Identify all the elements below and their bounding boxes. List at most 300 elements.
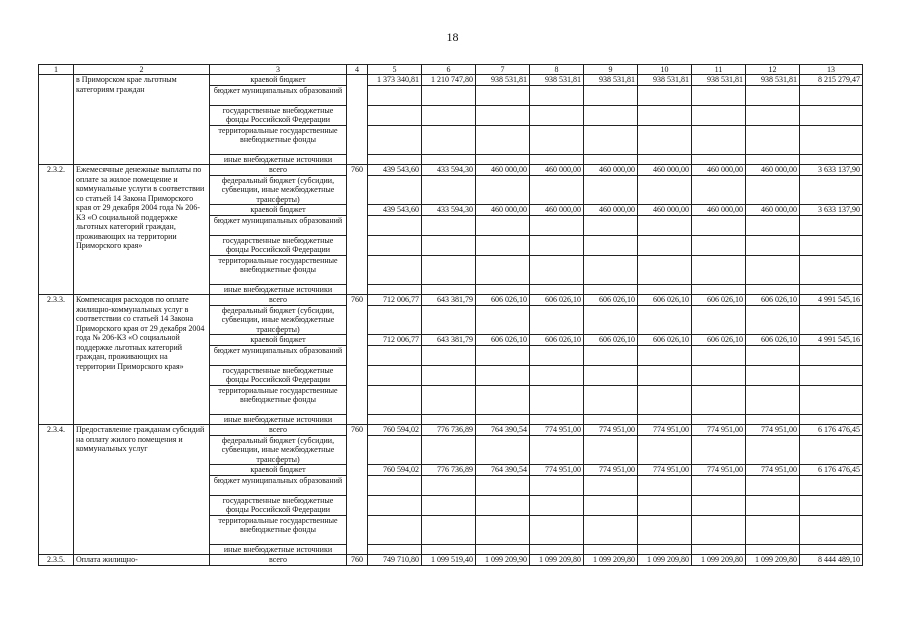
funding-source: территориальные государственные внебюджетные фонды (210, 385, 347, 414)
year-value (638, 345, 692, 365)
year-value (476, 515, 530, 544)
funding-source: краевой бюджет (210, 75, 347, 86)
year-value: 712 006,77 (368, 295, 422, 306)
funding-source: всего (210, 165, 347, 176)
year-value (530, 125, 584, 154)
year-value (584, 154, 638, 165)
total-value (800, 255, 863, 284)
funding-source: территориальные государственные внебюджетные фонды (210, 515, 347, 544)
year-value (692, 495, 746, 515)
year-value (638, 365, 692, 385)
total-value (800, 385, 863, 414)
item-name: Ежемесячные денежные выплаты по оплате за жилое помещение и коммунальные услуги в соответствии со статьей 14 Закона Приморского края от 29 декабря 2004 года № 206-КЗ «О социальной поддержке льготных категорий граждан, проживающих на территории Приморского края» (74, 165, 210, 295)
funding-source: бюджет муниципальных образований (210, 85, 347, 105)
year-value: 606 026,10 (584, 335, 638, 346)
year-value: 460 000,00 (746, 165, 800, 176)
year-value (638, 154, 692, 165)
year-value (638, 284, 692, 295)
funding-source: всего (210, 295, 347, 306)
year-value (584, 305, 638, 335)
table-row (39, 295, 863, 306)
year-value: 774 951,00 (530, 425, 584, 436)
year-value (692, 255, 746, 284)
year-value (530, 235, 584, 255)
year-value (476, 475, 530, 495)
year-value (476, 255, 530, 284)
year-value: 460 000,00 (746, 205, 800, 216)
year-value: 1 099 209,80 (692, 555, 746, 566)
total-value (800, 105, 863, 125)
year-value (638, 475, 692, 495)
year-value (476, 85, 530, 105)
year-value (692, 85, 746, 105)
year-value (422, 305, 476, 335)
year-value: 760 594,02 (368, 465, 422, 476)
year-value (584, 365, 638, 385)
year-value: 938 531,81 (476, 75, 530, 86)
year-value: 1 099 519,40 (422, 555, 476, 566)
year-value (638, 125, 692, 154)
year-value: 1 099 209,80 (584, 555, 638, 566)
year-value (638, 544, 692, 555)
year-value: 606 026,10 (530, 295, 584, 306)
table-body (39, 75, 863, 566)
year-value (746, 385, 800, 414)
year-value (368, 544, 422, 555)
year-value (692, 544, 746, 555)
year-value: 938 531,81 (746, 75, 800, 86)
year-value: 460 000,00 (584, 165, 638, 176)
year-value: 764 390,54 (476, 465, 530, 476)
admin-code: 760 (347, 555, 368, 566)
total-value: 3 633 137,90 (800, 165, 863, 176)
funding-source: всего (210, 425, 347, 436)
year-value (746, 435, 800, 465)
funding-source: государственные внебюджетные фонды Российской Федерации (210, 365, 347, 385)
year-value (530, 385, 584, 414)
year-value: 1 099 209,80 (530, 555, 584, 566)
year-value (476, 544, 530, 555)
year-value (530, 175, 584, 205)
year-value (692, 345, 746, 365)
item-name: в Приморском крае льготным категориям граждан (74, 75, 210, 165)
year-value (422, 284, 476, 295)
year-value (422, 515, 476, 544)
year-value: 774 951,00 (584, 425, 638, 436)
funding-source: иные внебюджетные источники (210, 544, 347, 555)
year-value (746, 515, 800, 544)
year-value (584, 284, 638, 295)
year-value (530, 515, 584, 544)
year-value (368, 385, 422, 414)
year-value (368, 85, 422, 105)
year-value (368, 515, 422, 544)
year-value (476, 365, 530, 385)
year-value (368, 475, 422, 495)
item-number: 2.3.4. (39, 425, 74, 555)
column-header: 5 (368, 65, 422, 75)
year-value (368, 495, 422, 515)
funding-source: федеральный бюджет (субсидии, субвенции, иные межбюджетные трансферты) (210, 305, 347, 335)
year-value (530, 154, 584, 165)
year-value (422, 495, 476, 515)
year-value (638, 235, 692, 255)
year-value: 460 000,00 (530, 205, 584, 216)
year-value (692, 305, 746, 335)
year-value: 460 000,00 (638, 205, 692, 216)
item-number: 2.3.2. (39, 165, 74, 295)
year-value (584, 105, 638, 125)
total-value (800, 154, 863, 165)
year-value (746, 105, 800, 125)
total-value: 6 176 476,45 (800, 425, 863, 436)
table-row (39, 425, 863, 436)
year-value (746, 235, 800, 255)
year-value: 460 000,00 (692, 205, 746, 216)
total-value (800, 345, 863, 365)
year-value (692, 435, 746, 465)
year-value (746, 175, 800, 205)
funding-source: краевой бюджет (210, 335, 347, 346)
year-value (746, 475, 800, 495)
year-value (422, 385, 476, 414)
year-value: 433 594,30 (422, 165, 476, 176)
year-value: 439 543,60 (368, 165, 422, 176)
year-value: 1 210 747,80 (422, 75, 476, 86)
year-value (584, 175, 638, 205)
total-value: 3 633 137,90 (800, 205, 863, 216)
year-value: 1 373 340,81 (368, 75, 422, 86)
year-value (746, 215, 800, 235)
total-value (800, 215, 863, 235)
total-value (800, 235, 863, 255)
year-value: 460 000,00 (476, 205, 530, 216)
year-value (746, 154, 800, 165)
column-header: 11 (692, 65, 746, 75)
year-value: 433 594,30 (422, 205, 476, 216)
year-value (422, 345, 476, 365)
funding-source: бюджет муниципальных образований (210, 475, 347, 495)
year-value (422, 475, 476, 495)
funding-source: иные внебюджетные источники (210, 414, 347, 425)
year-value (368, 345, 422, 365)
year-value (530, 215, 584, 235)
year-value (584, 255, 638, 284)
column-header: 8 (530, 65, 584, 75)
year-value: 774 951,00 (530, 465, 584, 476)
year-value (476, 305, 530, 335)
year-value: 460 000,00 (530, 165, 584, 176)
year-value (530, 85, 584, 105)
funding-source: краевой бюджет (210, 205, 347, 216)
year-value (638, 255, 692, 284)
year-value: 460 000,00 (476, 165, 530, 176)
admin-code: 760 (347, 165, 368, 295)
funding-source: территориальные государственные внебюджетные фонды (210, 255, 347, 284)
total-value (800, 544, 863, 555)
year-value (638, 215, 692, 235)
year-value (692, 365, 746, 385)
year-value: 1 099 209,80 (746, 555, 800, 566)
year-value (584, 85, 638, 105)
funding-source: государственные внебюджетные фонды Российской Федерации (210, 235, 347, 255)
year-value (692, 175, 746, 205)
year-value (692, 475, 746, 495)
column-header: 6 (422, 65, 476, 75)
total-value (800, 365, 863, 385)
year-value (638, 175, 692, 205)
year-value (422, 544, 476, 555)
year-value: 460 000,00 (638, 165, 692, 176)
total-value: 8 444 489,10 (800, 555, 863, 566)
year-value (746, 255, 800, 284)
year-value (584, 475, 638, 495)
year-value (584, 215, 638, 235)
column-header: 7 (476, 65, 530, 75)
column-header: 3 (210, 65, 347, 75)
year-value (746, 284, 800, 295)
funding-source: государственные внебюджетные фонды Российской Федерации (210, 105, 347, 125)
year-value (746, 495, 800, 515)
total-value: 6 176 476,45 (800, 465, 863, 476)
item-name: Оплата жилищно- (74, 555, 210, 566)
year-value (746, 305, 800, 335)
total-value (800, 475, 863, 495)
year-value (746, 414, 800, 425)
year-value: 439 543,60 (368, 205, 422, 216)
year-value (746, 85, 800, 105)
year-value (368, 215, 422, 235)
year-value (584, 435, 638, 465)
year-value (638, 435, 692, 465)
funding-source: бюджет муниципальных образований (210, 345, 347, 365)
total-value: 8 215 279,47 (800, 75, 863, 86)
year-value (692, 125, 746, 154)
funding-source: иные внебюджетные источники (210, 154, 347, 165)
year-value: 774 951,00 (638, 425, 692, 436)
year-value: 749 710,80 (368, 555, 422, 566)
total-value (800, 175, 863, 205)
year-value: 606 026,10 (638, 295, 692, 306)
funding-source: бюджет муниципальных образований (210, 215, 347, 235)
admin-code (347, 75, 368, 165)
year-value (584, 235, 638, 255)
year-value (476, 235, 530, 255)
total-value: 4 991 545,16 (800, 295, 863, 306)
year-value: 776 736,89 (422, 465, 476, 476)
year-value: 606 026,10 (476, 335, 530, 346)
total-value (800, 125, 863, 154)
year-value (476, 154, 530, 165)
year-value (692, 414, 746, 425)
column-header: 10 (638, 65, 692, 75)
total-value (800, 305, 863, 335)
funding-source: всего (210, 555, 347, 566)
total-value (800, 85, 863, 105)
year-value (422, 235, 476, 255)
year-value (368, 235, 422, 255)
item-number: 2.3.5. (39, 555, 74, 566)
year-value (368, 284, 422, 295)
year-value (530, 305, 584, 335)
year-value: 460 000,00 (692, 165, 746, 176)
item-name: Предоставление гражданам субсидий на оплату жилого помещения и коммунальных услуг (74, 425, 210, 555)
year-value (692, 515, 746, 544)
year-value: 1 099 209,90 (476, 555, 530, 566)
year-value (638, 385, 692, 414)
year-value (422, 175, 476, 205)
year-value (368, 175, 422, 205)
year-value (422, 255, 476, 284)
total-value (800, 495, 863, 515)
column-header: 9 (584, 65, 638, 75)
year-value (746, 125, 800, 154)
year-value (422, 365, 476, 385)
total-value (800, 435, 863, 465)
table-header (39, 65, 863, 75)
year-value (692, 105, 746, 125)
year-value (422, 414, 476, 425)
year-value (530, 544, 584, 555)
year-value (476, 105, 530, 125)
year-value (530, 435, 584, 465)
funding-source: краевой бюджет (210, 465, 347, 476)
year-value: 643 381,79 (422, 295, 476, 306)
year-value (422, 215, 476, 235)
year-value (584, 125, 638, 154)
year-value: 774 951,00 (584, 465, 638, 476)
year-value (530, 414, 584, 425)
year-value (476, 284, 530, 295)
total-value (800, 414, 863, 425)
year-value: 938 531,81 (638, 75, 692, 86)
year-value (584, 414, 638, 425)
year-value (530, 284, 584, 295)
year-value: 712 006,77 (368, 335, 422, 346)
table-row (39, 555, 863, 566)
year-value (530, 475, 584, 495)
column-header: 2 (74, 65, 210, 75)
year-value (368, 435, 422, 465)
year-value (584, 345, 638, 365)
year-value: 1 099 209,80 (638, 555, 692, 566)
year-value: 606 026,10 (530, 335, 584, 346)
year-value (530, 105, 584, 125)
budget-table (38, 64, 863, 566)
year-value (530, 365, 584, 385)
year-value (368, 414, 422, 425)
year-value (476, 175, 530, 205)
funding-source: государственные внебюджетные фонды Российской Федерации (210, 495, 347, 515)
year-value (422, 85, 476, 105)
year-value (368, 255, 422, 284)
year-value: 774 951,00 (746, 465, 800, 476)
total-value: 4 991 545,16 (800, 335, 863, 346)
year-value (692, 215, 746, 235)
year-value: 606 026,10 (692, 295, 746, 306)
year-value: 606 026,10 (584, 295, 638, 306)
year-value: 606 026,10 (638, 335, 692, 346)
table-row (39, 165, 863, 176)
funding-source: территориальные государственные внебюджетные фонды (210, 125, 347, 154)
year-value (368, 154, 422, 165)
year-value (638, 305, 692, 335)
funding-source: иные внебюджетные источники (210, 284, 347, 295)
year-value (368, 365, 422, 385)
page-number: 18 (446, 30, 459, 44)
year-value (368, 305, 422, 335)
year-value (476, 125, 530, 154)
year-value: 938 531,81 (584, 75, 638, 86)
year-value: 764 390,54 (476, 425, 530, 436)
year-value (638, 85, 692, 105)
year-value: 774 951,00 (638, 465, 692, 476)
year-value (692, 235, 746, 255)
year-value: 606 026,10 (746, 335, 800, 346)
table-row (39, 75, 863, 86)
column-header: 13 (800, 65, 863, 75)
year-value: 774 951,00 (692, 425, 746, 436)
year-value: 606 026,10 (692, 335, 746, 346)
year-value (746, 365, 800, 385)
year-value (638, 495, 692, 515)
year-value (692, 154, 746, 165)
year-value (368, 125, 422, 154)
year-value (638, 105, 692, 125)
year-value (476, 385, 530, 414)
year-value (584, 544, 638, 555)
year-value: 774 951,00 (746, 425, 800, 436)
year-value (584, 495, 638, 515)
year-value (638, 414, 692, 425)
admin-code: 760 (347, 295, 368, 425)
total-value (800, 515, 863, 544)
item-number (39, 75, 74, 165)
year-value (530, 495, 584, 515)
year-value: 606 026,10 (746, 295, 800, 306)
year-value: 938 531,81 (530, 75, 584, 86)
year-value (746, 345, 800, 365)
total-value (800, 284, 863, 295)
year-value (476, 495, 530, 515)
year-value (584, 385, 638, 414)
year-value: 938 531,81 (692, 75, 746, 86)
column-header: 4 (347, 65, 368, 75)
year-value (422, 154, 476, 165)
year-value (746, 544, 800, 555)
year-value (476, 215, 530, 235)
year-value (692, 284, 746, 295)
year-value: 606 026,10 (476, 295, 530, 306)
item-name: Компенсация расходов по оплате жилищно-коммунальных услуг в соответствии со статьей 14 Закона Приморского края от 29 декабря 2004 года № 206-КЗ «О социальной поддержке льготных категорий граждан, проживающих на территории Приморского края» (74, 295, 210, 425)
year-value (368, 105, 422, 125)
year-value (476, 345, 530, 365)
year-value (584, 515, 638, 544)
year-value (692, 385, 746, 414)
year-value (530, 255, 584, 284)
year-value: 774 951,00 (692, 465, 746, 476)
item-number: 2.3.3. (39, 295, 74, 425)
funding-source: федеральный бюджет (субсидии, субвенции, иные межбюджетные трансферты) (210, 175, 347, 205)
column-header: 1 (39, 65, 74, 75)
funding-source: федеральный бюджет (субсидии, субвенции, иные межбюджетные трансферты) (210, 435, 347, 465)
year-value (638, 515, 692, 544)
year-value (476, 414, 530, 425)
year-value: 643 381,79 (422, 335, 476, 346)
year-value (476, 435, 530, 465)
year-value (422, 125, 476, 154)
year-value: 776 736,89 (422, 425, 476, 436)
